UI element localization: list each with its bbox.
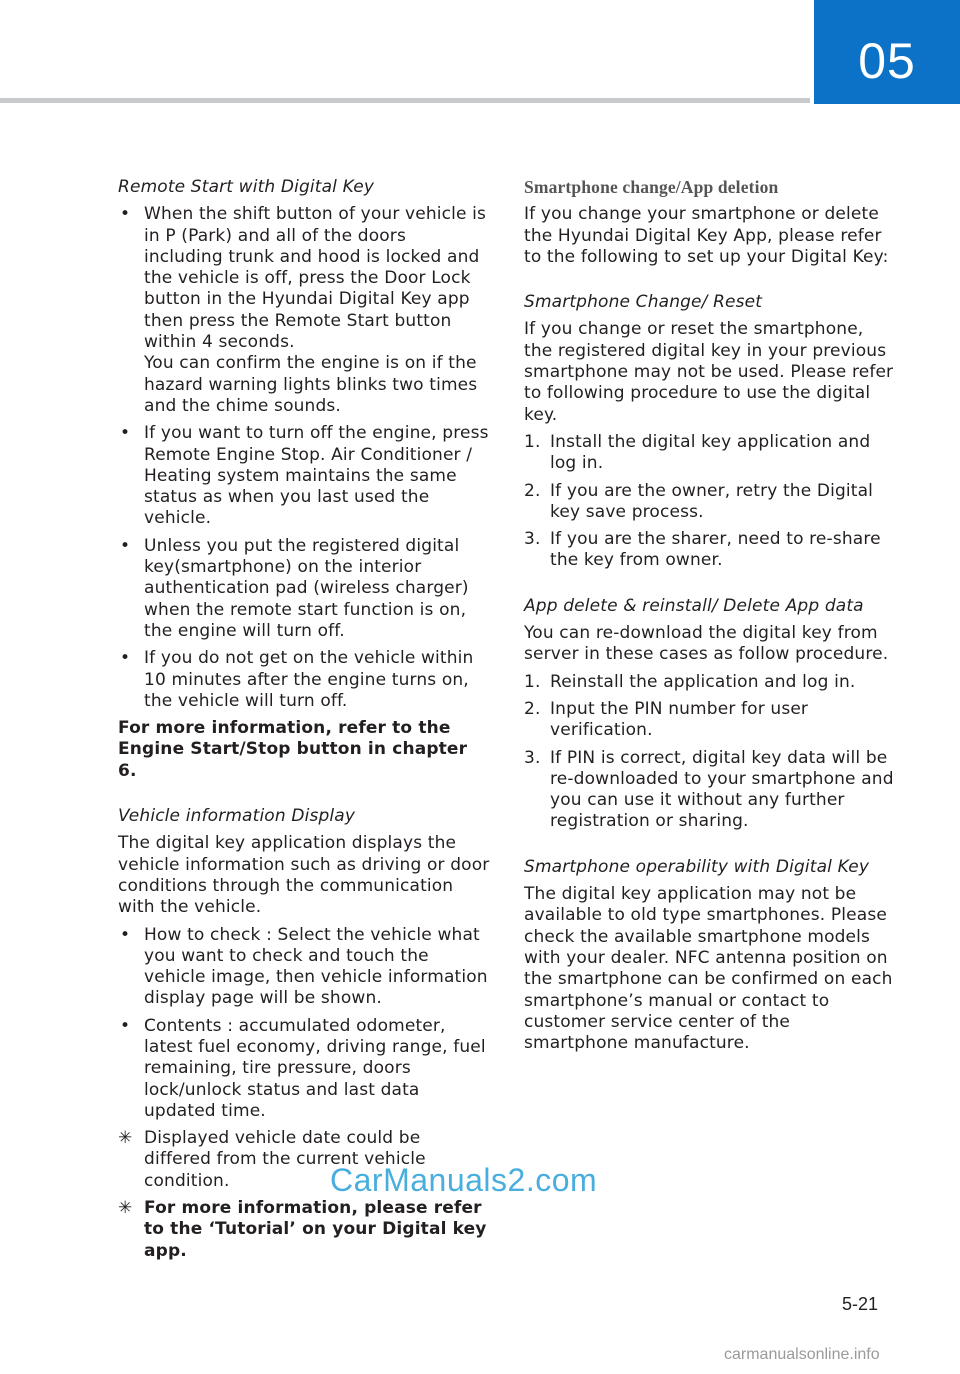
note-text: Displayed vehicle date could be differed from the current vehicle condition. <box>144 1128 426 1191</box>
bullet-item: • How to check : Select the vehicle what you want to check and touch the vehicle image, then vehicle information display page will be shown. <box>118 925 490 1010</box>
right-column <box>524 177 896 1060</box>
bullet-item <box>118 204 490 417</box>
page-number: 5-21 <box>842 1294 879 1314</box>
delete-heading: App delete & reinstall/ Delete App data <box>524 595 864 616</box>
intro-text: If you change your smartphone or delete the Hyundai Digital Key App, please refer to the following to set up your Digital Key: <box>524 204 889 267</box>
note-item <box>118 1198 490 1262</box>
operability-text: The digital key application may not be available to old type smartphones. Please check the available smartphone models with your dealer. NFC antenna position on the smartphone can be confirmed on each smartphone’s manual or contact to customer service center of the smartphone manufacture. <box>524 884 893 1054</box>
bullet-item: • Contents : accumulated odometer, latest fuel economy, driving range, fuel remaining, tire pressure, doors lock/unlock status and last data updated time. <box>118 1016 490 1122</box>
numbered-item: 2. If you are the owner, retry the Digital key save process. <box>524 480 874 522</box>
vehicle-info-text: The digital key application displays the vehicle information such as driving or door conditions through the communication with the vehicle. <box>118 833 490 918</box>
left-column <box>118 177 490 1268</box>
bullet-extra-text: You can confirm the engine is on if the hazard warning lights blinks two times and the chime sounds. <box>144 353 478 416</box>
footer-site-link[interactable]: carmanualsonline.info <box>724 1346 880 1363</box>
section-heading: Smartphone change/App deletion <box>524 177 779 197</box>
bullet-text: When the shift button of your vehicle is in P (Park) and all of the doors including trunk and hood is locked and the vehicle is off, press the Door Lock button in the Hyundai Digital Key app then press the Remote Start button within 4 seconds. <box>144 204 487 353</box>
numbered-item: 3. If PIN is correct, digital key data will be re-downloaded to your smartphone and you can use it without any further registration or sharing. <box>524 747 894 832</box>
bullet-item: • Unless you put the registered digital key(smartphone) on the interior authentication pad (wireless charger) when the remote start function is on, the engine will turn off. <box>118 536 490 642</box>
bullet-item: • If you do not get on the vehicle within 10 minutes after the engine turns on, the vehicle will turn off. <box>118 648 490 712</box>
chapter-number: 05 <box>858 33 916 89</box>
header-rule <box>0 98 810 103</box>
delete-text: You can re-download the digital key from server in these cases as follow procedure. <box>524 623 889 665</box>
operability-heading: Smartphone operability with Digital Key <box>524 856 870 877</box>
numbered-item: 2. Input the PIN number for user verification. <box>524 698 809 741</box>
asterisk-icon: ✳ <box>118 1128 133 1149</box>
bullet-item: • If you want to turn off the engine, press Remote Engine Stop. Air Conditioner / Heating system maintains the same status as when you last used the vehicle. <box>118 423 490 529</box>
numbered-item: 1. Install the digital key application and log in. <box>524 431 871 474</box>
change-text: If you change or reset the smartphone, the registered digital key in your previous smartphone may not be used. Please refer to following procedure to use the digital key. <box>524 319 894 425</box>
change-heading: Smartphone Change/ Reset <box>524 292 763 313</box>
watermark-logo: CarManuals2.com <box>330 1162 598 1198</box>
remote-start-heading: Remote Start with Digital Key <box>118 177 375 197</box>
more-info-text: For more information, refer to the Engine Start/Stop button in chapter 6. <box>118 718 468 781</box>
numbered-item: 3. If you are the sharer, need to re-share the key from owner. <box>524 529 881 571</box>
vehicle-info-heading: Vehicle information Display <box>118 806 356 827</box>
note-text: For more information, please refer to the ‘Tutorial’ on your Digital key app. <box>144 1198 487 1261</box>
asterisk-icon: ✳ <box>118 1198 133 1219</box>
chapter-tab <box>814 0 960 104</box>
numbered-item: 1. Reinstall the application and log in. <box>524 671 856 692</box>
